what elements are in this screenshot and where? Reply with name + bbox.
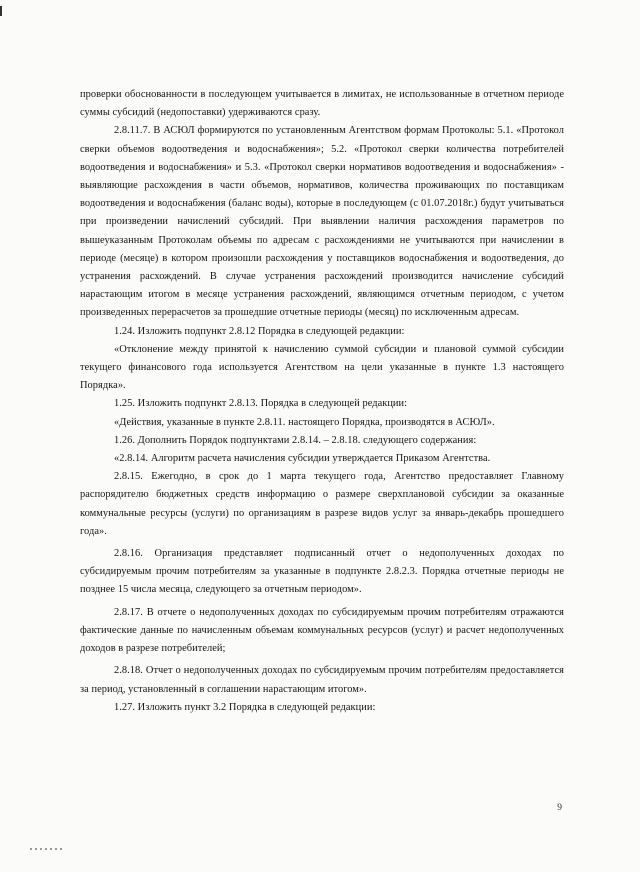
- paragraph-2-8-14: «2.8.14. Алгоритм расчета начисления субсидии утверждается Приказом Агентства.: [114, 453, 491, 465]
- paragraph-2-8-17: 2.8.17. В отчете о недополученных доходах по субсидируемым прочим потребителям отражаются фактические данные по начисленным объемам коммунальных ресурсов (услуг) и расчет недополученных доходов в разрезе потребителей;: [80, 606, 564, 655]
- paragraph-1-24: 1.24. Изложить подпункт 2.8.12 Порядка в следующей редакции:: [114, 325, 405, 337]
- paragraph-2-8-16: 2.8.16. Организация представляет подписанный отчет о недополученных доходах по субсидируемым прочим потребителям за указанные в подпункте 2.8.2.3. Порядка отчетные периоды не позднее 15 числа месяца, следующего за отчетным периодом».: [80, 548, 564, 596]
- page-number: 9: [557, 803, 562, 813]
- paragraph-1-26: 1.26. Дополнить Порядок подпунктами 2.8.14. – 2.8.18. следующего содержания:: [114, 434, 477, 446]
- paragraph-2-8-11-7: 2.8.11.7. В АСЮЛ формируются по установленным Агентством формам Протоколы: 5.1. «Протокол сверки объемов водоотведения и водоснабжения»; 5.2. «Протокол сверки количества потребителей водоотведения и водоснабжения» и 5.3. «Протокол сверки нормативов водоотведения и водоснабжения» - выявляющие расхождения в части объемов, нормативов, количества проживающих по поставщикам водоотведения и водоснабжения (баланс воды), которые в последующем (с 01.07.2018г.) будут учитываться при произведении начислений субсидий. При выявлении наличия расхождения параметров по вышеуказанным Протоколам объемы по адресам с расхождениями не учитываются при начислении в периоде (месяце) в котором произошли расхождения у поставщиков водоснабжения и водоотведения, до устранения расхождений. В случае устранения расхождений производится начисление субсидий нарастающим итогом в месяце устранения расхождений, являющимся отчетным периодом, с учетом произведенных перерасчетов за прошедшие отчетные периоды (месяц) по исключенным адресам.: [80, 125, 564, 319]
- paragraph-2-8-15: 2.8.15. Ежегодно, в срок до 1 марта текущего года, Агентство предоставляет Главному распорядителю бюджетных средств информацию о размере сверхплановой субсидии за оказанные коммунальные ресурсы (услуги) по организациям в разрезе видов услуг за январь-декабрь прошедшего года».: [80, 471, 564, 537]
- paragraph-1-27: 1.27. Изложить пункт 3.2 Порядка в следующей редакции:: [114, 701, 376, 713]
- paragraph-quote-2-8-13: «Действия, указанные в пункте 2.8.11. настоящего Порядка, производятся в АСЮЛ».: [114, 416, 495, 428]
- document-body: [80, 86, 564, 717]
- paragraph-1-25: 1.25. Изложить подпункт 2.8.13. Порядка в следующей редакции:: [114, 398, 408, 410]
- paragraph-2-8-18: 2.8.18. Отчет о недополученных доходах по субсидируемым прочим потребителям предоставляется за период, установленный в соглашении нарастающим итогом».: [80, 665, 564, 695]
- paragraph-quote-2-8-12: «Отклонение между принятой к начислению суммой субсидии и плановой суммой субсидии текущего финансового года используется Агентством на цели указанные в пункте 1.3 настоящего Порядка».: [80, 343, 564, 392]
- scan-artifact-dots: [30, 848, 64, 850]
- paragraph-continuation: проверки обоснованности в последующем учитывается в лимитах, не использованные в отчетном периоде суммы субсидий (недопоставки) удерживаются сразу.: [80, 89, 564, 119]
- scan-artifact-mark: [0, 6, 2, 16]
